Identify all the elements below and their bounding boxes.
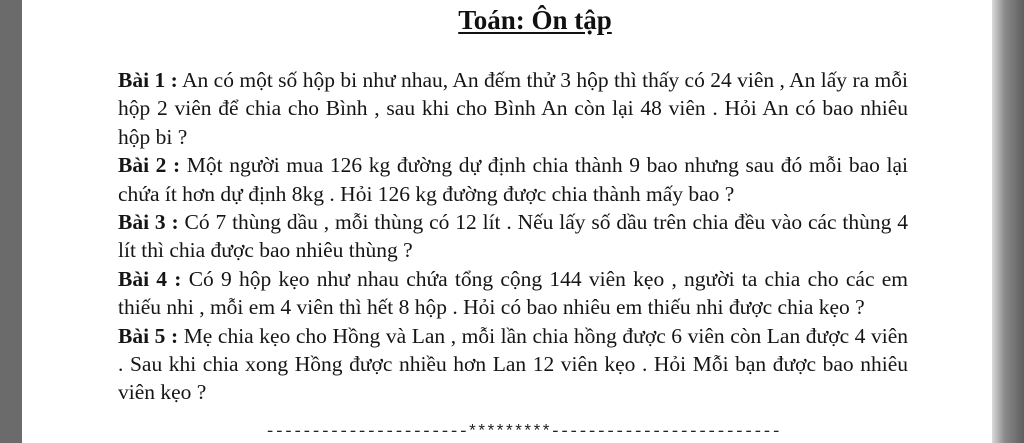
- problem-text: Một người mua 126 kg đường dự định chia thành 9 bao nhưng sau đó mỗi bao lại chứa ít hơn dự định 8kg . Hỏi 126 kg đường được chia thành mấy bao ?: [118, 153, 908, 206]
- problem-list: [118, 66, 908, 407]
- problem-label: Bài 4 :: [118, 266, 182, 291]
- page-title: Toán: Ôn tập: [458, 5, 612, 35]
- problem-label: Bài 1 :: [118, 68, 178, 92]
- page-edge-shadow: [992, 0, 1024, 443]
- problem-1: [118, 66, 908, 151]
- problem-5: [118, 322, 908, 407]
- problem-text: Có 9 hộp kẹo như nhau chứa tổng cộng 144 viên kẹo , người ta chia cho các em thiếu nhi , mỗi em 4 viên thì hết 8 hộp . Hỏi có bao nhiêu em thiếu nhi được chia kẹo ?: [118, 266, 908, 320]
- problem-label: Bài 5 :: [118, 323, 179, 348]
- problem-label: Bài 2 :: [118, 153, 181, 178]
- problem-4: [118, 265, 908, 322]
- problem-2: [118, 151, 908, 208]
- problem-3: [118, 208, 908, 265]
- problem-label: Bài 3 :: [118, 210, 179, 235]
- problem-text: Mẹ chia kẹo cho Hồng và Lan , mỗi lần chia hồng được 6 viên còn Lan được 4 viên . Sau khi chia xong Hồng được nhiều hơn Lan 12 viên kẹo . Hỏi Mỗi bạn được bao nhiêu viên kẹo ?: [118, 323, 909, 405]
- problem-text: An có một số hộp bi như nhau, An đếm thử 3 hộp thì thấy có 24 viên , An lấy ra mỗi hộp 2 viên để chia cho Bình , sau khi cho Bình An còn lại 48 viên . Hỏi An có bao nhiêu hộp bi ?: [118, 68, 908, 149]
- problem-text: Có 7 thùng dầu , mỗi thùng có 12 lít . Nếu lấy số dầu trên chia đều vào các thùng 4 lít thì chia được bao nhiêu thùng ?: [118, 210, 909, 263]
- footer-separator: ----------------------*********-------------------------: [265, 423, 781, 442]
